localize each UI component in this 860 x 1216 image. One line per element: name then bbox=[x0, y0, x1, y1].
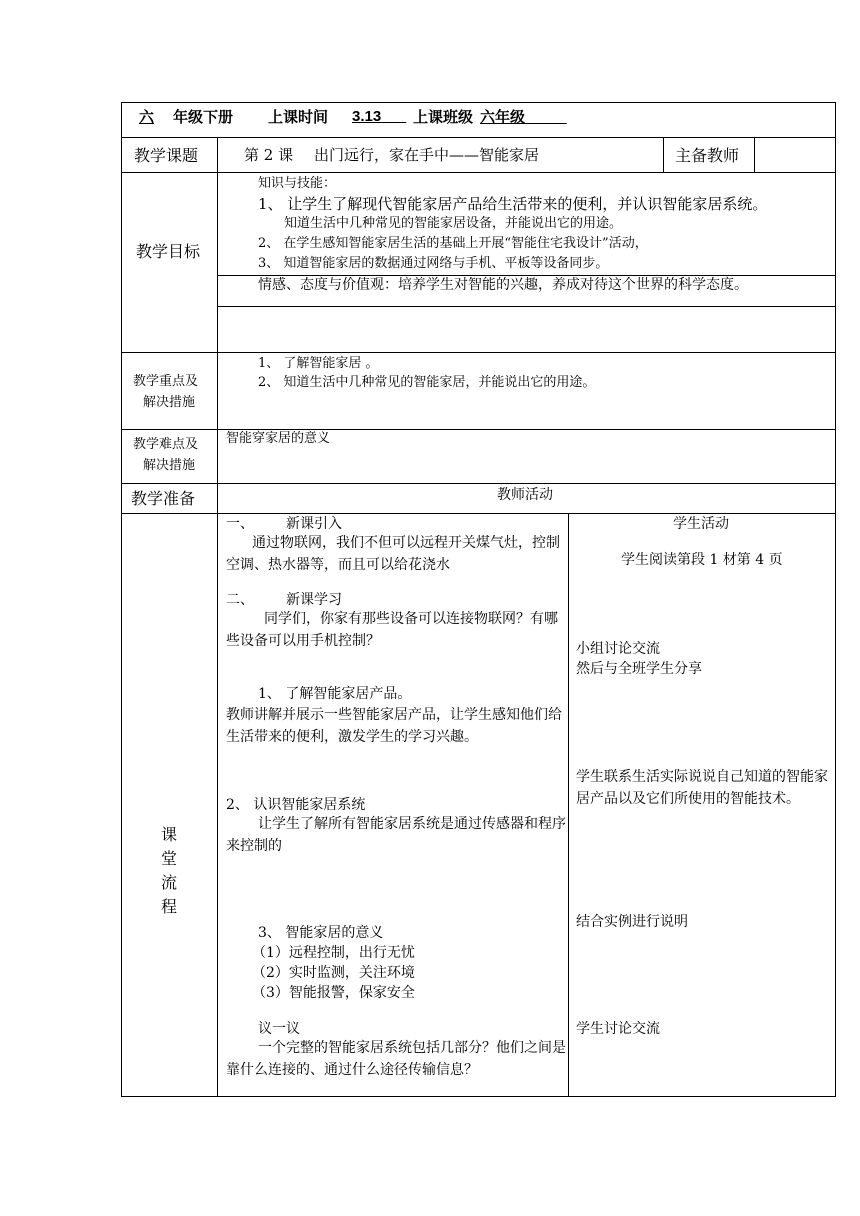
class-value: 六年级 bbox=[480, 108, 526, 126]
part-title: 1、 了解智能家居产品。 bbox=[258, 686, 412, 702]
part-text: 让学生了解所有智能家居系统是通过传感器和程序来控制的 bbox=[226, 816, 566, 854]
row-divider bbox=[121, 172, 836, 173]
process-label-char: 流 bbox=[160, 873, 177, 892]
student-activity-heading: 学生活动 bbox=[673, 516, 729, 532]
section-number: 二、 bbox=[226, 592, 254, 608]
process-label-char: 程 bbox=[160, 897, 177, 916]
student-activity: 学生阅读第段 1 材第 4 页 bbox=[621, 552, 783, 568]
label-column-divider bbox=[217, 137, 218, 1097]
topic-column-divider bbox=[663, 137, 664, 173]
process-label-char: 课 bbox=[160, 825, 177, 844]
part-title: 2、 认识智能家居系统 bbox=[226, 797, 366, 813]
objectives-heading: 知识与技能： bbox=[258, 176, 337, 191]
topic-label: 教学课题 bbox=[134, 146, 199, 165]
table-right-border bbox=[835, 102, 836, 1097]
section-number: 一、 bbox=[226, 516, 254, 532]
part-text: 教师讲解并展示一些智能家居产品，让学生感知他们给生活带来的便利，激发学生的学习兴趣。 bbox=[226, 707, 562, 745]
activity-column-divider bbox=[568, 513, 569, 1097]
discuss-text: 一个完整的智能家居系统包括几部分？他们之间是靠什么连接的、通过什么途径传输信息？ bbox=[226, 1040, 566, 1078]
row-divider bbox=[121, 483, 836, 484]
objective-item: 2、 在学生感知智能家居生活的基础上开展“智能住宅我设计”活动， bbox=[258, 236, 648, 251]
student-activity: 学生讨论交流 bbox=[576, 1021, 660, 1037]
grade-value: 六 bbox=[139, 108, 155, 126]
row-divider bbox=[121, 137, 836, 138]
row-divider bbox=[121, 352, 836, 353]
process-label bbox=[121, 823, 217, 919]
section-text: 通过物联网，我们不但可以远程开关煤气灶，控制空调、热水器等，而且可以给花浇水 bbox=[226, 535, 560, 573]
row-divider bbox=[217, 275, 836, 276]
part-title: 3、 智能家居的意义 bbox=[258, 925, 384, 941]
objective-item: 1、 让学生了解现代智能家居产品给生活带来的便利，并认识智能家居系统。 bbox=[258, 195, 768, 213]
section-title: 新课引入 bbox=[286, 516, 342, 532]
difficulties-label: 解决措施 bbox=[143, 458, 196, 473]
significance-item: （1）远程控制，出行无忧 bbox=[252, 945, 415, 961]
time-value: 3.13 bbox=[352, 108, 382, 125]
objective-item: 3、 知道智能家居的数据通过网络与手机、平板等设备同步。 bbox=[258, 256, 609, 271]
time-label: 上课时间 bbox=[268, 108, 329, 126]
key-point-item: 2、 知道生活中几种常见的智能家居，并能说出它的用途。 bbox=[258, 375, 596, 390]
student-activity: 结合实例进行说明 bbox=[576, 914, 688, 930]
section-text: 同学们，你家有那些设备可以连接物联网？有哪些设备可以用手机控制？ bbox=[226, 611, 558, 649]
discuss-title: 议一议 bbox=[258, 1021, 300, 1037]
student-activity: 小组讨论交流 bbox=[576, 641, 660, 657]
key-points-label: 解决措施 bbox=[143, 395, 196, 410]
class-label: 上课班级 bbox=[413, 108, 474, 126]
key-points-label: 教学重点及 bbox=[133, 374, 199, 389]
process-label-char: 堂 bbox=[160, 849, 177, 868]
student-activity: 然后与全班学生分享 bbox=[576, 661, 702, 677]
difficulties-text: 智能穿家居的意义 bbox=[226, 431, 331, 446]
row-divider bbox=[121, 513, 836, 514]
significance-item: （2）实时监测，关注环境 bbox=[252, 965, 415, 981]
objective-attitude: 情感、态度与价值观：培养学生对智能的兴趣，养成对待这个世界的科学态度。 bbox=[258, 277, 748, 293]
preparation-label: 教学准备 bbox=[131, 489, 196, 508]
table-left-border bbox=[121, 102, 122, 1097]
significance-item: （3）智能报警，保家安全 bbox=[252, 985, 415, 1001]
lesson-number: 第 2 课 bbox=[244, 146, 294, 164]
table-top-border bbox=[121, 102, 836, 103]
student-activity: 学生联系生活实际说说自己知道的智能家居产品以及它们所使用的智能技术。 bbox=[576, 769, 828, 807]
difficulties-label: 教学难点及 bbox=[133, 437, 199, 452]
teacher-activity-heading: 教师活动 bbox=[497, 487, 553, 503]
grade-suffix: 年级下册 bbox=[173, 108, 234, 126]
topic-column-divider bbox=[754, 137, 755, 173]
table-bottom-border bbox=[121, 1096, 836, 1097]
lesson-title: 出门远行，家在手中——智能家居 bbox=[314, 146, 540, 164]
key-point-item: 1、 了解智能家居 。 bbox=[258, 356, 379, 371]
teacher-label: 主备教师 bbox=[675, 146, 740, 165]
section-title: 新课学习 bbox=[286, 592, 342, 608]
row-divider bbox=[217, 306, 836, 307]
row-divider bbox=[121, 429, 836, 430]
objective-item: 知道生活中几种常见的智能家居设备，并能说出它的用途。 bbox=[284, 216, 623, 231]
objectives-label: 教学目标 bbox=[136, 242, 201, 261]
